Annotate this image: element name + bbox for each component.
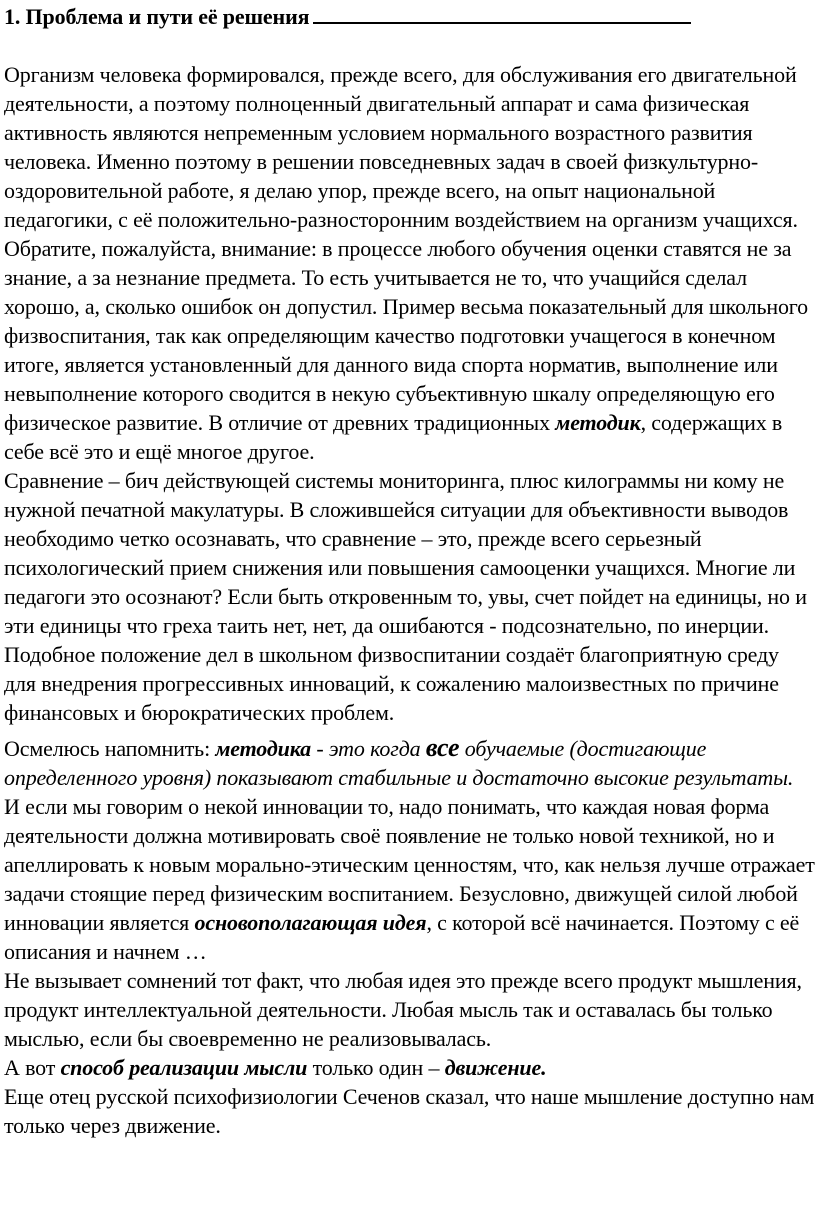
paragraph-attention [4, 234, 816, 466]
movement-mid: только один – [307, 1055, 445, 1080]
emphasis-main-idea: основополагающая идея [194, 910, 427, 935]
paragraph-innovation [4, 792, 816, 966]
emphasis-vse: все [425, 733, 460, 762]
section-title: 1. Проблема и пути её решения [4, 4, 310, 29]
reminder-italic-2: обучаемые (достигающие определенного уровня) показывают стабильные и достаточно высокие результаты. [4, 736, 794, 790]
reminder-italic-1: - это когда [311, 736, 426, 761]
section-heading [4, 2, 816, 31]
paragraph-attention-text: Обратите, пожалуйста, внимание: в процессе любого обучения оценки ставятся не за знание, а за незнание предмета. То есть учитывается не то, что учащийся сделал хорошо, а, сколько ошибок он допустил. Пример весьма показательный для школьного физвоспитания, так как определяющим качество подготовки учащегося в конечном итоге, является установленный для данного вида спорта норматив, выполнение или невыполнение которого сводится в некую субъективную шкалу определяющую его физическое развитие. В отличие от древних традиционных [4, 236, 808, 435]
emphasis-metodika: методика [215, 736, 312, 761]
paragraph-reminder [4, 733, 816, 792]
emphasis-method-of-realization: способ реализации мысли [60, 1055, 308, 1080]
emphasis-movement: движение. [444, 1055, 547, 1080]
paragraph-movement [4, 1053, 816, 1082]
paragraph-sechenov: Еще отец русской психофизиологии Сеченов сказал, что наше мышление доступно нам только через движение. [4, 1084, 815, 1138]
paragraph-thinking: Не вызывает сомнений тот факт, что любая идея это прежде всего продукт мышления, продукт интеллектуальной деятельности. Любая мысль так и оставалась бы только мыслью, если бы своевременно не реализовывалась. [4, 968, 802, 1051]
paragraph-attention-tail: , содержащих в себе всё это и ещё многое другое. [4, 410, 783, 464]
emphasis-metodik: методик [555, 410, 641, 435]
movement-lead: А вот [4, 1055, 61, 1080]
innovation-text: И если мы говорим о некой инновации то, надо понимать, что каждая новая форма деятельности должна мотивировать своё появление не только новой техникой, но и апеллировать к новым морально-этическим ценностям, что, как нельзя лучше отражает задачи стоящие перед физическим воспитанием. Безусловно, движущей силой любой инновации является [4, 794, 815, 935]
paragraph-situation: Подобное положение дел в школьном физвоспитании создаёт благоприятную среду для внедрения прогрессивных инноваций, к сожалению малоизвестных по причине финансовых и бюрократических проблем. [4, 642, 779, 725]
heading-underline-rule [313, 2, 691, 24]
reminder-lead: Осмелюсь напомнить: [4, 736, 216, 761]
paragraph-organism: Организм человека формировался, прежде всего, для обслуживания его двигательной деятельности, а поэтому полноценный двигательный аппарат и сама физическая активность являются непременным условием нормального возрастного развития человека. Именно поэтому в решении повседневных задач в своей физкультурно-оздоровительной работе, я делаю упор, прежде всего, на опыт национальной педагогики, с её положительно-разносторонним воздействием на организм учащихся. [4, 62, 798, 232]
innovation-tail: , с которой всё начинается. Поэтому с её описания и начнем … [4, 910, 800, 964]
blank-line [4, 31, 816, 60]
paragraph-comparison: Сравнение – бич действующей системы мониторинга, плюс килограммы ни кому не нужной печатной макулатуры. В сложившейся ситуации для объективности выводов необходимо четко осознавать, что сравнение – это, прежде всего серьезный психологический прием снижения или повышения самооценки учащихся. Многие ли педагоги это осознают? Если быть откровенным то, увы, счет пойдет на единицы, но и эти единицы что греха таить нет, нет, да ошибаются - подсознательно, по инерции. [4, 468, 807, 638]
